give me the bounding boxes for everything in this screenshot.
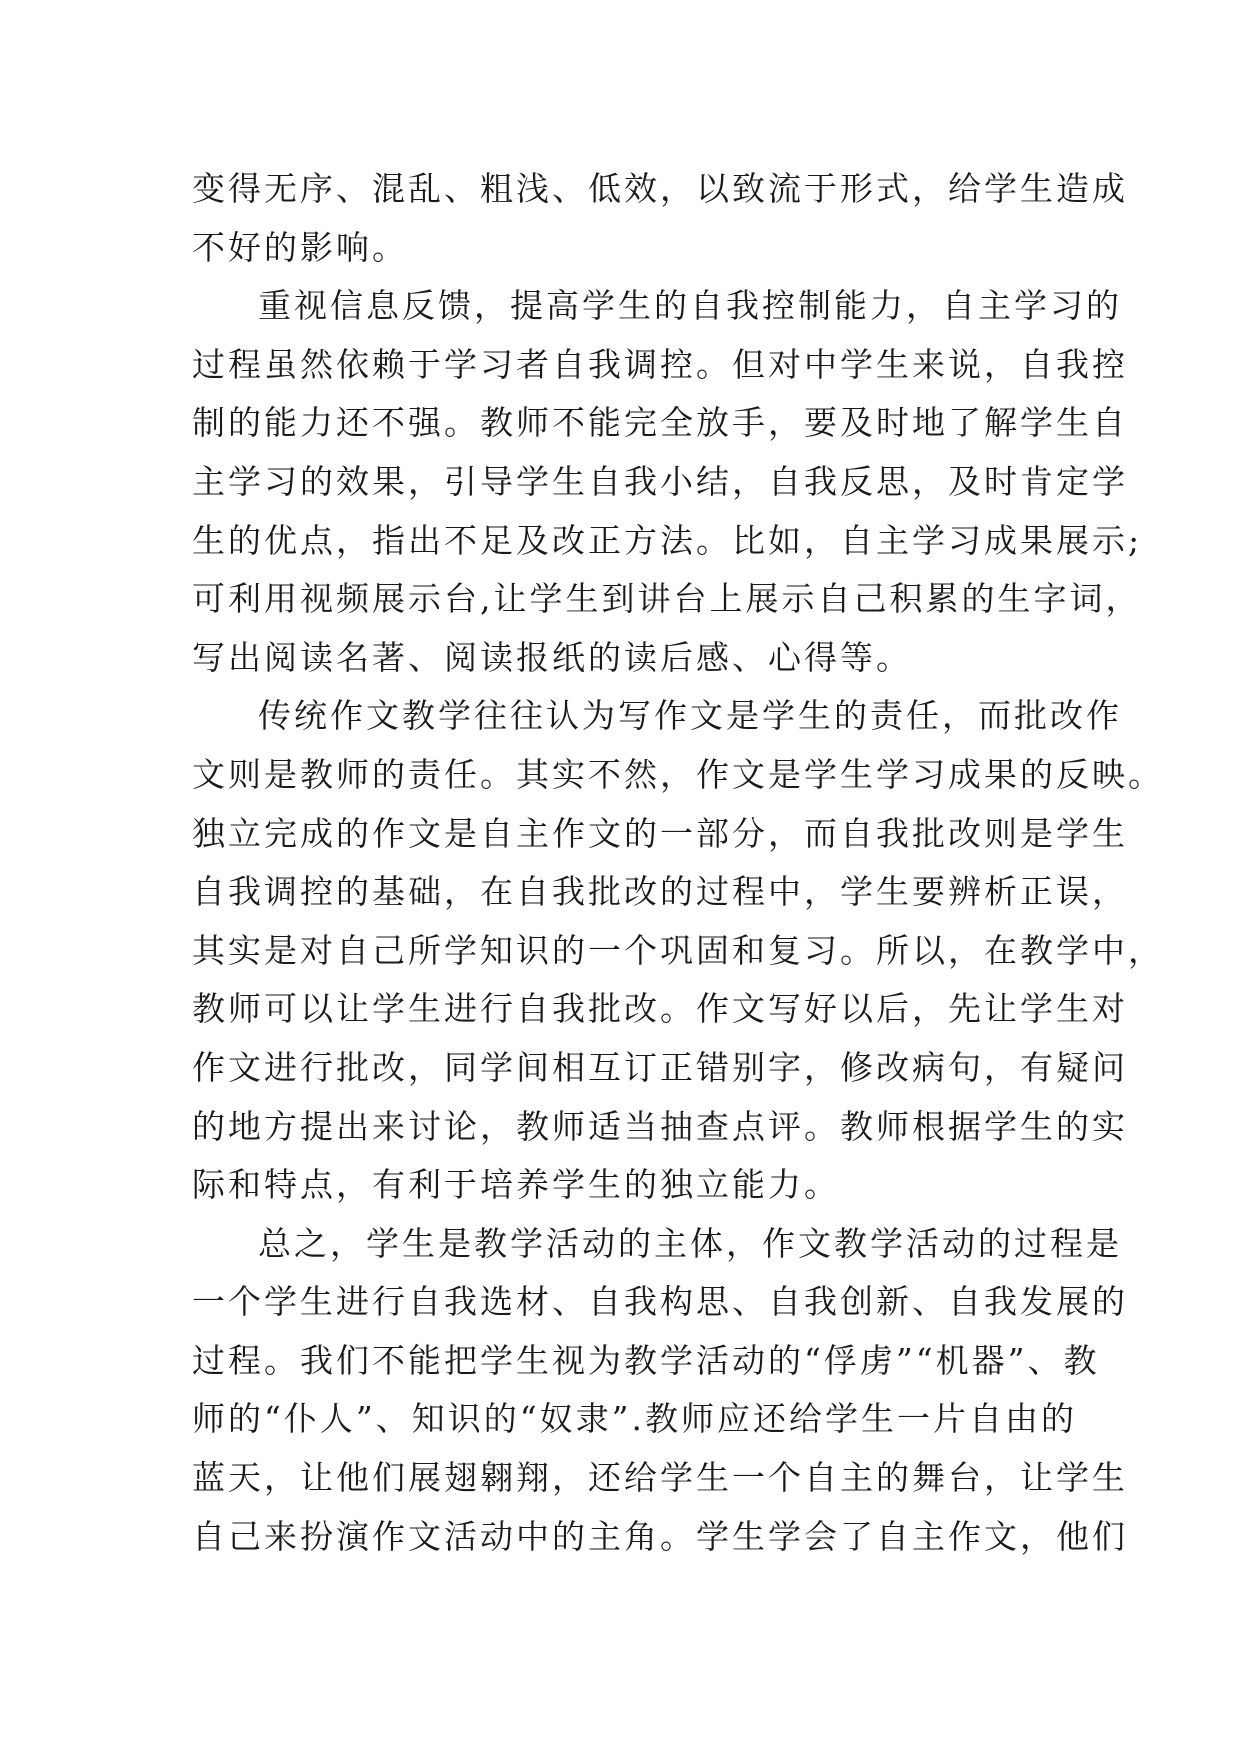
text-line: 师的“仆人”、知识的“奴隶”.教师应还给学生一片自由的 — [192, 1399, 1077, 1439]
text-line: 一个学生进行自我选材、自我构思、自我创新、自我发展的 — [192, 1282, 1128, 1322]
text-line: 自我调控的基础，在自我批改的过程中，学生要辨析正误， — [192, 872, 1128, 912]
text-line: 写出阅读名著、阅读报纸的读后感、心得等。 — [192, 637, 912, 677]
body-text — [192, 160, 1164, 1566]
text-line: 蓝天，让他们展翅翱翔，还给学生一个自主的舞台，让学生 — [192, 1458, 1128, 1498]
text-line: 作文进行批改，同学间相互订正错别字，修改病句，有疑问 — [192, 1047, 1128, 1087]
text-line: 不好的影响。 — [192, 227, 408, 267]
text-line: 生的优点，指出不足及改正方法。比如，自主学习成果展示; — [192, 520, 1143, 560]
text-line: 重视信息反馈，提高学生的自我控制能力，自主学习的 — [258, 286, 1122, 326]
text-line: 的地方提出来讨论，教师适当抽查点评。教师根据学生的实 — [192, 1106, 1128, 1146]
text-line: 制的能力还不强。教师不能完全放手，要及时地了解学生自 — [192, 403, 1128, 443]
text-line: 主学习的效果，引导学生自我小结，自我反思，及时肯定学 — [192, 461, 1128, 501]
text-line: 过程。我们不能把学生视为教学活动的“俘虏”“机器”、教 — [192, 1340, 1100, 1380]
text-line: 传统作文教学往往认为写作文是学生的责任，而批改作 — [258, 696, 1122, 736]
text-line: 总之，学生是教学活动的主体，作文教学活动的过程是 — [258, 1223, 1122, 1263]
text-line: 独立完成的作文是自主作文的一部分，而自我批改则是学生 — [192, 813, 1128, 853]
text-line: 际和特点，有利于培养学生的独立能力。 — [192, 1165, 840, 1205]
text-line: 文则是教师的责任。其实不然，作文是学生学习成果的反映。 — [192, 754, 1164, 794]
text-line: 自己来扮演作文活动中的主角。学生学会了自主作文，他们 — [192, 1516, 1128, 1556]
text-line: 其实是对自己所学知识的一个巩固和复习。所以，在教学中， — [192, 930, 1164, 970]
text-line: 教师可以让学生进行自我批改。作文写好以后，先让学生对 — [192, 989, 1128, 1029]
text-line: 可利用视频展示台,让学生到讲台上展示自己积累的生字词， — [192, 579, 1142, 619]
text-line: 过程虽然依赖于学习者自我调控。但对中学生来说，自我控 — [192, 344, 1128, 384]
text-line: 变得无序、混乱、粗浅、低效，以致流于形式，给学生造成 — [192, 169, 1128, 208]
